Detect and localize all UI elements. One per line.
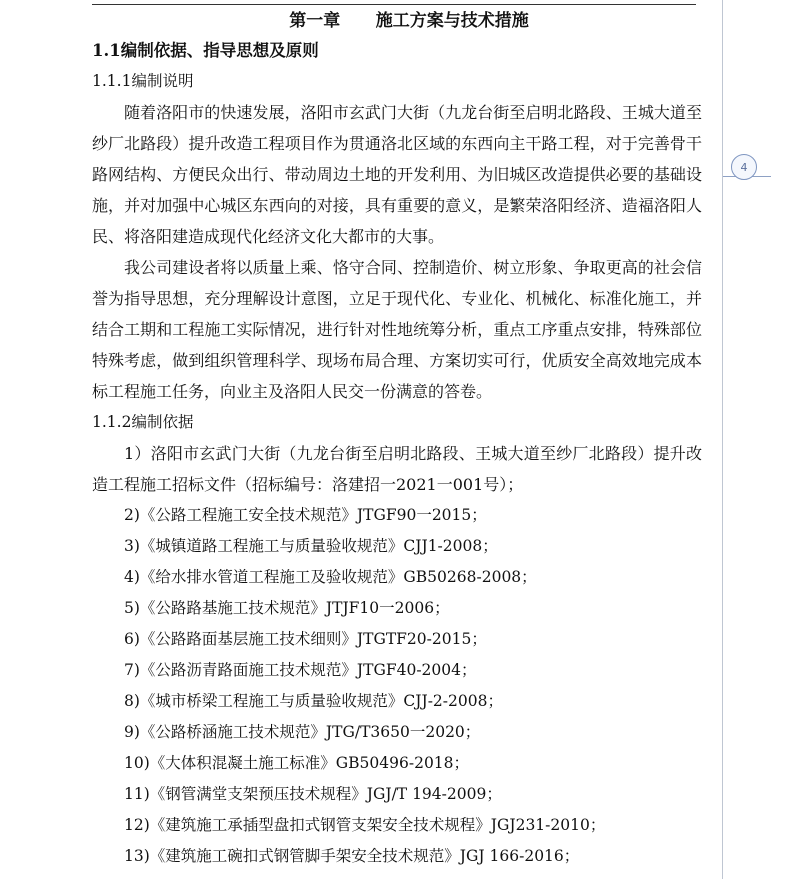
paragraph-guiding-thought — [92, 252, 702, 407]
page-number-badge[interactable]: 4 — [731, 154, 757, 180]
section-heading-1-1-1: 1.1.1编制说明 — [92, 72, 194, 90]
paragraph-intro — [92, 97, 702, 252]
basis-item: 2)《公路工程施工安全技术规范》JTGF90一2015； — [124, 506, 487, 524]
basis-item: 9)《公路桥涵施工技术规范》JTG/T3650一2020； — [124, 723, 481, 741]
basis-item: 13)《建筑施工碗扣式钢管脚手架安全技术规范》JGJ 166-2016； — [124, 847, 580, 865]
basis-item: 4)《给水排水管道工程施工及验收规范》GB50268-2008； — [124, 568, 537, 586]
basis-item: 11)《钢管满堂支架预压技术规程》JGJ/T 194-2009； — [124, 785, 502, 803]
running-header — [92, 0, 696, 5]
basis-item: 10)《大体积混凝土施工标准》GB50496-2018； — [124, 754, 470, 772]
basis-item: 1）洛阳市玄武门大街（九龙台街至启明北路段、王城大道至纱厂北路段）提升改造工程施工招标文件（招标编号：洛建招一2021一001号）； — [92, 444, 702, 494]
page-margin-line — [722, 0, 723, 879]
basis-item: 7)《公路沥青路面施工技术规范》JTGF40-2004； — [124, 661, 477, 679]
basis-item: 3)《城镇道路工程施工与质量验收规范》CJJ1-2008； — [124, 537, 498, 555]
basis-item: 6)《公路路面基层施工技术细则》JTGTF20-2015； — [124, 630, 487, 648]
chapter-title: 第一章 施工方案与技术措施 — [289, 11, 529, 31]
paragraph-text: 随着洛阳市的快速发展，洛阳市玄武门大街（九龙台街至启明北路段、王城大道至纱厂北路段）提升改造工程项目作为贯通洛北区域的东西向主干路工程，对于完善骨干路网结构、方便民众出行、带动周边土地的开发利用、为旧城区改造提供必要的基础设施，并对加强中心城区东西向的对接，具有重要的意义，是繁荣洛阳经济、造福洛阳人民、将洛阳建造成现代化经济文化大都市的大事。 — [92, 103, 702, 246]
basis-item: 5)《公路路基施工技术规范》JTJF10一2006； — [124, 599, 450, 617]
basis-item: 8)《城市桥梁工程施工与质量验收规范》CJJ-2-2008； — [124, 692, 503, 710]
section-heading-1-1: 1.1编制依据、指导思想及原则 — [92, 41, 319, 60]
document-body — [92, 7, 702, 872]
paragraph-text: 我公司建设者将以质量上乘、恪守合同、控制造价、树立形象、争取更高的社会信誉为指导思想，充分理解设计意图，立足于现代化、专业化、机械化、标准化施工，并结合工期和工程施工实际情况，进行针对性地统筹分析，重点工序重点安排，特殊部位特殊考虑，做到组织管理科学、现场布局合理、方案切实可行，优质安全高效地完成本标工程施工任务，向业主及洛阳人民交一份满意的答卷。 — [92, 258, 702, 401]
basis-item: 12)《建筑施工承插型盘扣式钢管支架安全技术规程》JGJ231-2010； — [124, 816, 606, 834]
section-heading-1-1-2: 1.1.2编制依据 — [92, 413, 194, 431]
